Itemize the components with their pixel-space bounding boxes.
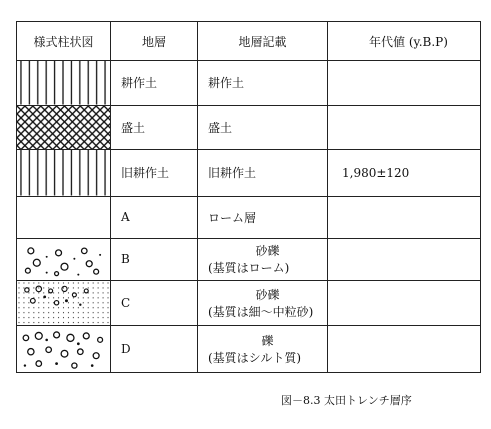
layer-cell: 旧耕作土 — [111, 150, 198, 197]
layer-cell: 耕作土 — [111, 61, 198, 106]
gravel-sand-pattern — [17, 281, 110, 325]
layer-cell: C — [111, 281, 198, 326]
description-main: 砂礫 — [255, 287, 280, 302]
pattern-cell — [17, 325, 111, 373]
figure-caption: 図－8.3 太田トレンチ層序 — [281, 394, 412, 407]
description-cell — [198, 281, 328, 326]
pattern-cell — [17, 196, 111, 238]
age-cell — [328, 325, 481, 373]
table-row — [17, 105, 481, 150]
pattern-cell — [17, 61, 111, 106]
table-row — [17, 325, 481, 373]
description-sub: (基質はローム) — [208, 261, 290, 276]
header-pattern: 様式柱状図 — [17, 22, 111, 61]
pattern-cell — [17, 281, 111, 326]
description-cell — [198, 325, 328, 373]
pattern-cell — [17, 105, 111, 150]
age-cell — [328, 105, 481, 150]
header-row — [17, 22, 481, 61]
stratigraphy-table — [16, 21, 481, 373]
description-sub: (基質はシルト質) — [208, 350, 302, 365]
description-main: 礫 — [261, 333, 274, 348]
vertical-lines-pattern — [17, 61, 110, 105]
table-row — [17, 196, 481, 238]
gravel-pattern — [17, 239, 110, 281]
age-cell — [328, 61, 481, 106]
pattern-cell — [17, 238, 111, 281]
age-cell — [328, 281, 481, 326]
crosshatch-pattern — [17, 106, 110, 150]
description-sub: (基質は細～中粒砂) — [208, 304, 314, 319]
age-cell — [328, 196, 481, 238]
table-row — [17, 150, 481, 197]
age-cell: 1,980±120 — [328, 150, 481, 197]
header-description: 地層記載 — [198, 22, 328, 61]
description-cell: 耕作土 — [198, 61, 328, 106]
table-row — [17, 61, 481, 106]
layer-cell: A — [111, 196, 198, 238]
layer-cell: D — [111, 325, 198, 373]
description-main: 砂礫 — [255, 244, 280, 259]
header-layer: 地層 — [111, 22, 198, 61]
table-row — [17, 281, 481, 326]
description-cell — [198, 238, 328, 281]
pattern-cell — [17, 150, 111, 197]
description-cell: 旧耕作土 — [198, 150, 328, 197]
layer-cell: B — [111, 238, 198, 281]
layer-cell: 盛土 — [111, 105, 198, 150]
vertical-lines-pattern — [17, 150, 110, 196]
age-cell — [328, 238, 481, 281]
description-cell: 盛土 — [198, 105, 328, 150]
table-row — [17, 238, 481, 281]
header-age: 年代値 (y.B.P) — [328, 22, 481, 61]
gravel-dense-pattern — [17, 326, 110, 373]
description-cell: ローム層 — [198, 196, 328, 238]
